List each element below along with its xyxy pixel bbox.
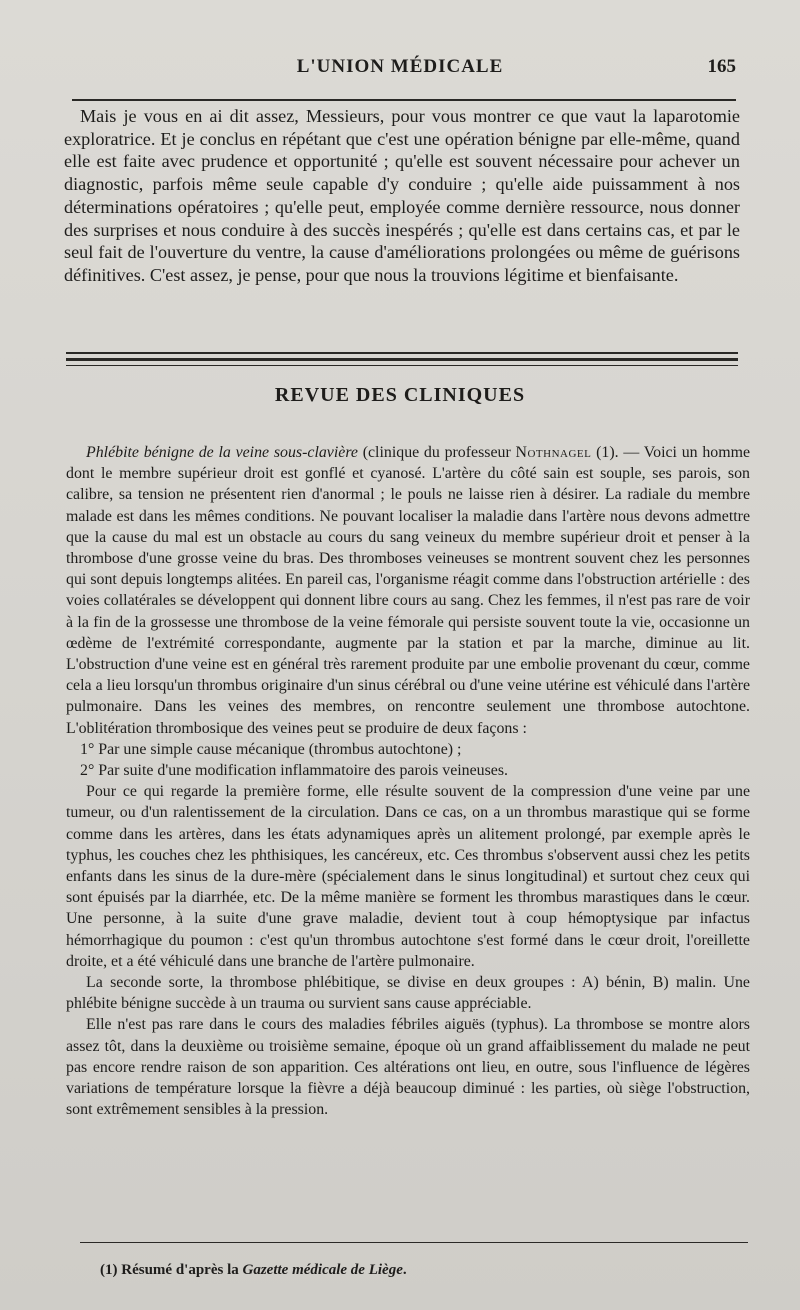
header-rule xyxy=(72,99,736,101)
section-divider-line xyxy=(66,358,738,361)
page-header xyxy=(0,56,800,86)
article-title: Phlébite bénigne de la veine sous-clavière xyxy=(86,444,358,461)
running-title: L'UNION MÉDICALE xyxy=(296,56,504,77)
paragraph: Pour ce qui regarde la première forme, elle résulte souvent de la compression d'une veine par une tumeur, ou d'un ralentissement de la circulation. Dans ce cas, on a un thrombus marastique qui se forme comme dans les artères, dans les états adynamiques après un alitement prolongé, par exemple après le typhus, les couches chez les phthisiques, les cancéreux, etc. Ces thrombus s'observent aussi chez les petits enfants dans les sinus de la dure-mère (spécialement dans le sinus longitudinal) et surtout chez ceux qui sont épuisés par la diarrhée, etc. De la même manière se forment les thrombus marastiques dans le cœur. Une personne, à la suite d'une grave maladie, devient tout à coup hémoptysique par infactus hémorrhagique du poumon : c'est qu'un thrombus autochtone s'est formé dans le cœur droit, l'oreillette droite, et a été véhiculé dans une branche de l'artère pulmonaire. xyxy=(66,783,750,970)
footnote-suffix: . xyxy=(402,1262,407,1278)
page-number: 165 xyxy=(707,56,736,77)
list-item: 1° Par une simple cause mécanique (thrombus autochtone) ; xyxy=(80,740,462,758)
list-item: 2° Par suite d'une modification inflammatoire des parois veineuses. xyxy=(80,762,509,780)
footnote-prefix: (1) Résumé d'après la xyxy=(100,1262,243,1278)
professor-name: Nothnagel xyxy=(515,444,592,461)
article-first-paragraph xyxy=(66,442,750,739)
paragraph: La seconde sorte, la thrombose phlébitique, se divise en deux groupes : A) bénin, B) malin. Une phlébite bénigne succède à un trauma ou survient sans cause appréciable. xyxy=(66,974,750,1013)
article-body xyxy=(66,442,750,1121)
clinic-prefix: (clinique du professeur xyxy=(357,444,516,461)
clinic-suffix: (1). — xyxy=(591,444,644,461)
section-divider-line xyxy=(66,365,738,366)
section-title: REVUE DES CLINIQUES xyxy=(274,384,526,406)
footnote-rule xyxy=(80,1242,748,1243)
intro-section xyxy=(64,105,740,287)
footnote xyxy=(100,1262,407,1279)
intro-paragraph: Mais je vous en ai dit assez, Messieurs, pour vous montrer ce que vaut la laparotomie exploratrice. Et je conclus en répétant que c'est une opération bénigne par elle-même, quand elle est faite avec prudence et opportunité ; qu'elle est souvent nécessaire pour achever un diagnostic, parfois même seule capable d'y conduire ; qu'elle aide puissamment à nos déterminations opératoires ; qu'elle peut, employée comme dernière ressource, nous donner des surprises et nous conduire à des succès inespérés ; qu'elle est dans certains cas, et par le seul fait de l'ouverture du ventre, la cause d'améliorations prolongées ou même de guérisons définitives. C'est assez, je pense, pour que nous la trouvions légitime et bienfaisante. xyxy=(64,106,740,285)
paragraph: Elle n'est pas rare dans le cours des maladies fébriles aiguës (typhus). La thrombose se montre alors assez tôt, dans la deuxième ou troisième semaine, époque où un grand affaiblissement du malade ne peut pas encore rendre raison de son apparition. Ces altérations ont lieu, en outre, sous l'influence de légères variations de température lorsque la fièvre a déjà beaucoup diminué : les parties, où siège l'obstruction, sont extrêmement sensibles à la pression. xyxy=(66,1016,750,1119)
paragraph-text: Voici un homme dont le membre supérieur droit est gonflé et cyanosé. L'artère du côté sain est souple, ses parois, son calibre, sa tension ne présentent rien d'anormal ; le pouls ne laisse rien à désirer. La radiale du membre malade est dans les mêmes conditions. Ne pouvant localiser la maladie dans l'artère nous devons admettre que la cause du mal est un obstacle au cours du sang veineux du membre supérieur droit et penser à la thrombose d'une grosse veine du bras. Des thromboses veineuses se montrent souvent chez les personnes qui sont depuis longtemps alitées. En pareil cas, l'organisme réagit comme dans l'obstruction artérielle : des voies collatérales se développent qui donnent libre cours au sang. Chez les femmes, il n'est pas rare de voir à la fin de la grossesse une thrombose de la veine fémorale qui persiste souvent toute la vie, occasionne un œdème de l'extrémité correspondante, augmente par la station et par la marche, diminue au lit. L'obstruction d'une veine est en général très rarement produite par une embolie provenant du cœur, comme cela a lieu lorsqu'un thrombus originaire d'un sinus cérébral ou d'une veine utérine est véhiculé dans l'artère pulmonaire. Dans les veines des membres, on rencontre seulement une thrombose autochtone. L'oblitération thrombosique des veines peut se produire de deux façons : xyxy=(66,444,750,737)
footnote-source: Gazette médicale de Liège xyxy=(242,1262,403,1278)
section-divider-line xyxy=(66,352,738,354)
